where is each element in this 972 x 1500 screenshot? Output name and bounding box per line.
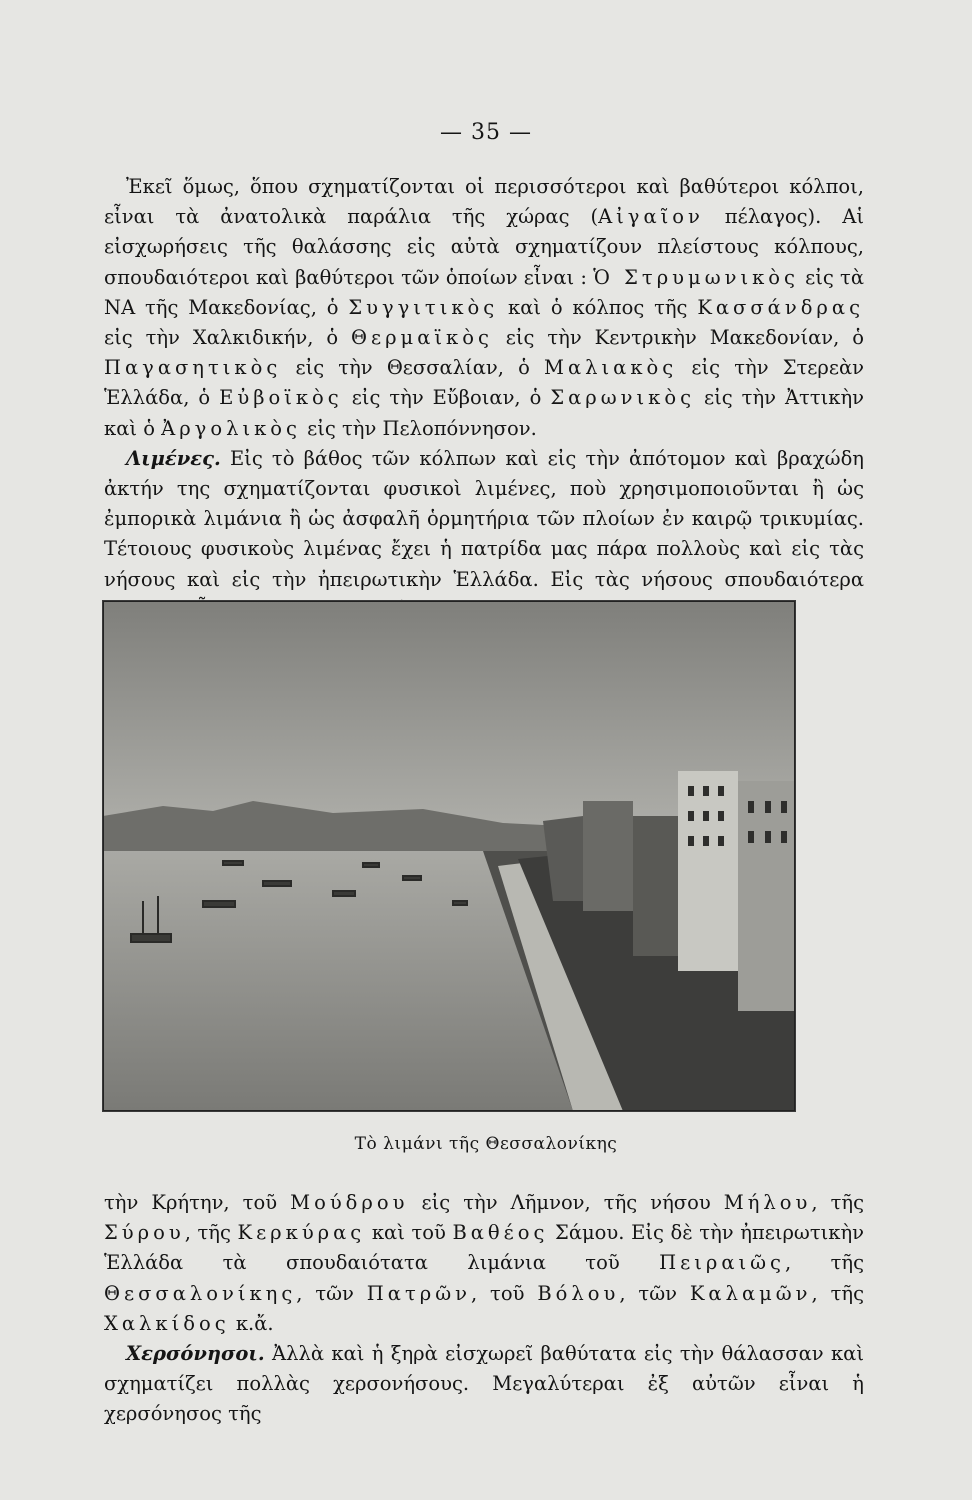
text-run: εἰς τὴν Πελοπόννησον. xyxy=(300,416,537,440)
spaced-term-kassandras: Κασσάνδρας xyxy=(697,295,864,319)
spaced-term-syrou: Σύρου xyxy=(104,1221,185,1245)
text-run: εἰς τὴν Λῆμνον, τῆς νήσου xyxy=(408,1191,724,1214)
spaced-term-syngitikos: Συγγιτικὸς xyxy=(348,295,499,319)
text-run: εἰς τὴν Χαλκιδικήν, ὁ xyxy=(104,326,351,350)
text-run: , τῆς xyxy=(811,1281,865,1305)
text-run: καὶ ὁ κόλπος τῆς xyxy=(498,295,698,319)
harbor-photograph xyxy=(102,600,796,1112)
spaced-term-kerkyras: Κερκύρας xyxy=(237,1221,366,1245)
spaced-term-evvoikos: Εὐβοϊκὸς xyxy=(219,386,343,410)
text-run: εἰς τὴν Κεντρικὴν Μακεδονίαν, ὁ xyxy=(492,326,864,350)
text-run: εἰς τὰ ΝΑ τῆς Μακεδονίας, ὁ xyxy=(104,265,864,319)
text-run: Σάμου. Εἰς δὲ τὴν ἠπειρωτικὴν Ἑλλάδα τὰ σπουδαιότατα λιμάνια τοῦ xyxy=(104,1221,864,1275)
spaced-term-kalamon: Καλαμῶν xyxy=(689,1281,812,1305)
text-run: τὴν Κρήτην, τοῦ xyxy=(104,1191,291,1214)
text-run: , τῶν xyxy=(296,1281,367,1305)
text-run: Ἐκεῖ ὅμως, ὅπου σχηματίζονται οἱ περισσότεροι καὶ βαθύτεροι κόλποι, εἶναι τὰ ἀνατολικὰ παράλια τῆς χώρας ( xyxy=(104,175,864,229)
spaced-term-patron: Πατρῶν xyxy=(366,1281,471,1305)
spaced-term-thessalonikis: Θεσσαλονίκης xyxy=(104,1281,297,1305)
spaced-term-saronikos: Σαρωνικὸς xyxy=(550,386,696,410)
text-run: , τῆς xyxy=(184,1221,238,1245)
page-number: — 35 — xyxy=(440,120,532,145)
body-text-bottom xyxy=(104,1188,864,1430)
paragraph-peninsulas xyxy=(104,1339,864,1430)
spaced-term-pagasitikos: Παγασητικὸς xyxy=(104,356,282,380)
text-run: εἰς τὴν Στερεὰν Ἑλλάδα, ὁ xyxy=(104,356,864,410)
text-run: , τῆς xyxy=(784,1251,864,1275)
spaced-term-moudrou: Μούδρου xyxy=(290,1191,409,1214)
spaced-term-strymonikos: Ὁ Στρυμωνικὸς xyxy=(593,265,799,289)
thessaloniki-harbor-image xyxy=(103,601,795,1111)
paragraph-harbors xyxy=(104,444,864,625)
spaced-term-milou: Μήλου xyxy=(723,1191,812,1214)
spaced-term-chalkidos: Χαλκίδος xyxy=(104,1311,230,1335)
text-run: , τοῦ xyxy=(470,1281,538,1305)
text-run: πέλαγος). Αἱ εἰσχωρήσεις τῆς θαλάσσης εἰς αὐτὰ σχηματίζουν πλείστους κόλπους, σπουδαιότεροι καὶ βαθύτεροι τῶν ὁποίων εἶναι : xyxy=(104,205,865,289)
figure-caption: Τὸ λιμάνι τῆς Θεσσαλονίκης xyxy=(354,1134,618,1154)
spaced-term-thermaikos: Θερμαϊκὸς xyxy=(350,326,493,350)
body-text-top xyxy=(104,172,864,625)
text-run: Ἀλλὰ καὶ ἡ ξηρὰ εἰσχωρεῖ βαθύτατα εἰς τὴν θάλασσαν καὶ σχηματίζει πολλὰς χερσονήσους. Μεγαλύτεραι ἐξ αὐτῶν εἶναι ἡ χερσόνησος τῆς xyxy=(104,1342,864,1426)
spaced-term-volou: Βόλου xyxy=(537,1281,620,1305)
text-run: εἰς τὴν Θεσσαλίαν, ὁ xyxy=(281,356,545,380)
spaced-term-aegean: Αἰγαῖον xyxy=(598,205,704,229)
text-run: Εἰς τὸ βάθος τῶν κόλπων καὶ εἰς τὴν ἀπότομον καὶ βραχώδη ἀκτήν της σχηματίζονται φυσικοὶ λιμένες, ποὺ χρησιμοποιοῦνται ἢ ὡς ἐμπορικὰ λιμάνια ἢ ὡς ἀσφαλῆ ὁρμητήρια τῶν πλοίων ἐν καιρῷ τρικυμίας. Τέτοιους φυσικοὺς λιμένας ἔχει ἡ πατρίδα μας πάρα πολλοὺς καὶ εἰς τὰς νήσους καὶ εἰς τὴν ἠπειρωτικὴν Ἑλλάδα. Εἰς τὰς νήσους σπουδαιότερα xyxy=(104,446,864,591)
text-run: εἰς τὴν Εὔβοιαν, ὁ xyxy=(342,386,551,410)
text-run: , τῶν xyxy=(619,1281,690,1305)
text-run: κ.ἄ. xyxy=(229,1311,274,1335)
spaced-term-vatheos: Βαθέος xyxy=(452,1221,549,1245)
paragraph-harbors-cont xyxy=(104,1188,864,1339)
section-heading-chersonisoi: Χερσόνησοι. xyxy=(126,1342,265,1366)
section-heading-limenes: Λιμένες. xyxy=(126,446,221,470)
text-run: εἰς τὴν Ἀττικὴν καὶ ὁ xyxy=(104,386,864,440)
spaced-term-peiraios: Πειραιῶς xyxy=(659,1251,785,1275)
spaced-term-argolikos: Ἀργολικὸς xyxy=(161,416,301,440)
paragraph-gulfs xyxy=(104,172,864,444)
text-run: καὶ τοῦ xyxy=(365,1221,453,1245)
text-run: , τῆς xyxy=(811,1191,865,1214)
spaced-term-maliakos: Μαλιακὸς xyxy=(544,356,678,380)
